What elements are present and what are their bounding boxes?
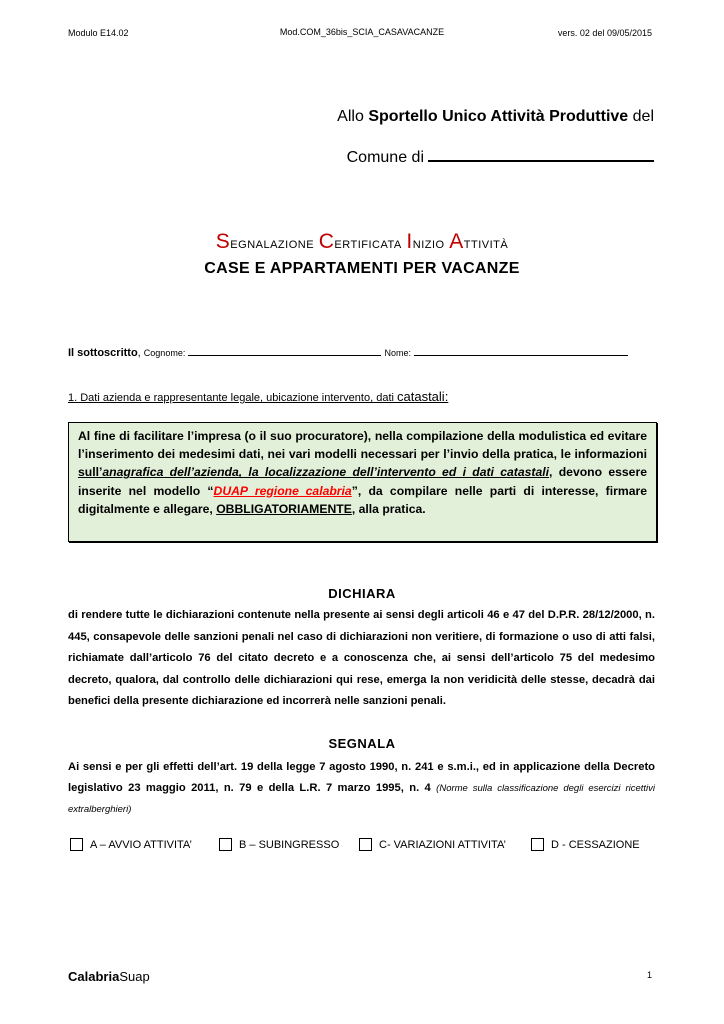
title-cap-c: C [318,230,335,253]
option-avvio[interactable] [70,838,192,851]
title-rest-a: ttività [463,235,509,252]
addressee-sportello: Sportello Unico Attività Produttive [368,108,629,125]
footer-brand-logo [68,969,150,984]
info-obbligatoriamente: OBBLIGATORIAMENTE [216,501,352,516]
title-rest-s: egnalazione [230,235,319,252]
dichiara-paragraph: di rendere tutte le dichiarazioni contenute nella presente ai sensi degli articoli 46 e 47 del D.P.R. 28/12/2000, n. 445, consapevole delle sanzioni penali nel caso di dichiarazioni non veritiere, di formazione o uso di atti falsi, richiamate dall’articolo 76 del citato decreto e a conoscenza che, ai sensi dell’articolo 75 del medesimo decreto, qualora, dal controllo delle dichiarazioni qui rese, emerga la non veridicità delle stesse, decadrà dai benefici della presente dichiarazione ed incorrerà nelle sanzioni penali. [68,609,655,708]
sottoscritto-line [68,346,628,359]
document-title [0,230,724,254]
addressee-line [337,108,654,126]
info-box [68,422,657,542]
option-cessazione-label: D - CESSAZIONE [551,838,640,851]
info-text-1: Al fine di facilitare l’impresa (o il suo procuratore), nella compilazione della modulistica ed evitare l’inserimento dei medesimi dati, nei vari modelli necessari per l’invio della pratica, le informazioni [78,429,647,462]
title-cap-i: I [406,230,413,253]
option-subingresso[interactable] [219,838,339,851]
segnala-note: (Norme sulla classificazione degli esercizi ricettivi extralberghieri) [68,783,655,815]
option-subingresso-label: B – SUBINGRESSO [239,838,340,851]
dichiara-heading: DICHIARA [328,586,396,601]
footer-brand-bold: Calabria [68,969,120,984]
document-subtitle: CASE E APPARTAMENTI PER VACANZE [204,260,520,277]
option-variazioni[interactable] [359,838,506,851]
nome-label: Nome: [384,348,411,358]
title-cap-s: S [215,230,231,253]
option-cessazione[interactable] [531,838,640,851]
checkbox-avvio[interactable] [70,838,83,851]
info-text-2: , devono essere inserite nel modello “ [78,465,647,498]
sottoscritto-label: Il sottoscritto [68,347,138,359]
title-rest-i: nizio [412,235,450,252]
comune-line [347,146,654,167]
info-text-3: ”, da compilare nelle parti di interesse, firmare digitalmente e allegare, [78,483,647,516]
segnala-paragraph [68,757,655,820]
info-text-4: , alla pratica. [351,501,426,516]
addressee-del: del [632,108,654,125]
footer-brand-rest: Suap [119,969,150,984]
checkbox-cessazione[interactable] [531,838,544,851]
checkbox-subingresso[interactable] [219,838,232,851]
segnala-heading: SEGNALA [328,736,396,751]
title-cap-a: A [449,230,464,253]
info-model-name: DUAP_regione_calabria [213,483,352,498]
sottoscritto-comma: , [137,347,141,359]
checkbox-variazioni[interactable] [359,838,372,851]
title-rest-c: ertificata [334,235,407,252]
page-number: 1 [646,970,652,980]
addressee-allo: Allo [337,108,364,125]
header-version: vers. 02 del 09/05/2015 [557,28,652,38]
cognome-field[interactable] [188,346,381,356]
comune-blank-field[interactable] [428,146,654,162]
section-1-heading [68,389,448,404]
header-module-code: Modulo E14.02 [68,28,129,38]
option-variazioni-label: C- VARIAZIONI ATTIVITA’ [379,838,506,851]
info-anagrafica: anagrafica dell’azienda, la localizzazione dell’intervento ed i dati catastali [102,465,550,480]
cognome-label: Cognome: [143,348,186,358]
header-document-name: Mod.COM_36bis_SCIA_CASAVACANZE [279,27,445,37]
option-avvio-label: A – AVVIO ATTIVITA’ [90,838,192,851]
section-1-text-big: catastali: [397,389,449,404]
nome-field[interactable] [414,346,628,356]
section-1-text: 1. Dati azienda e rappresentante legale, ubicazione intervento, dati [68,392,397,404]
segnala-text: Ai sensi e per gli effetti dell’art. 19 della legge 7 agosto 1990, n. 241 e s.m.i., ed in applicazione della Decreto legislativo 23 maggio 2011, n. 79 e della L.R. 7 marzo 1995, n. 4 [68,761,655,794]
comune-label: Comune di [346,149,424,166]
info-sull: sull’ [78,465,103,480]
